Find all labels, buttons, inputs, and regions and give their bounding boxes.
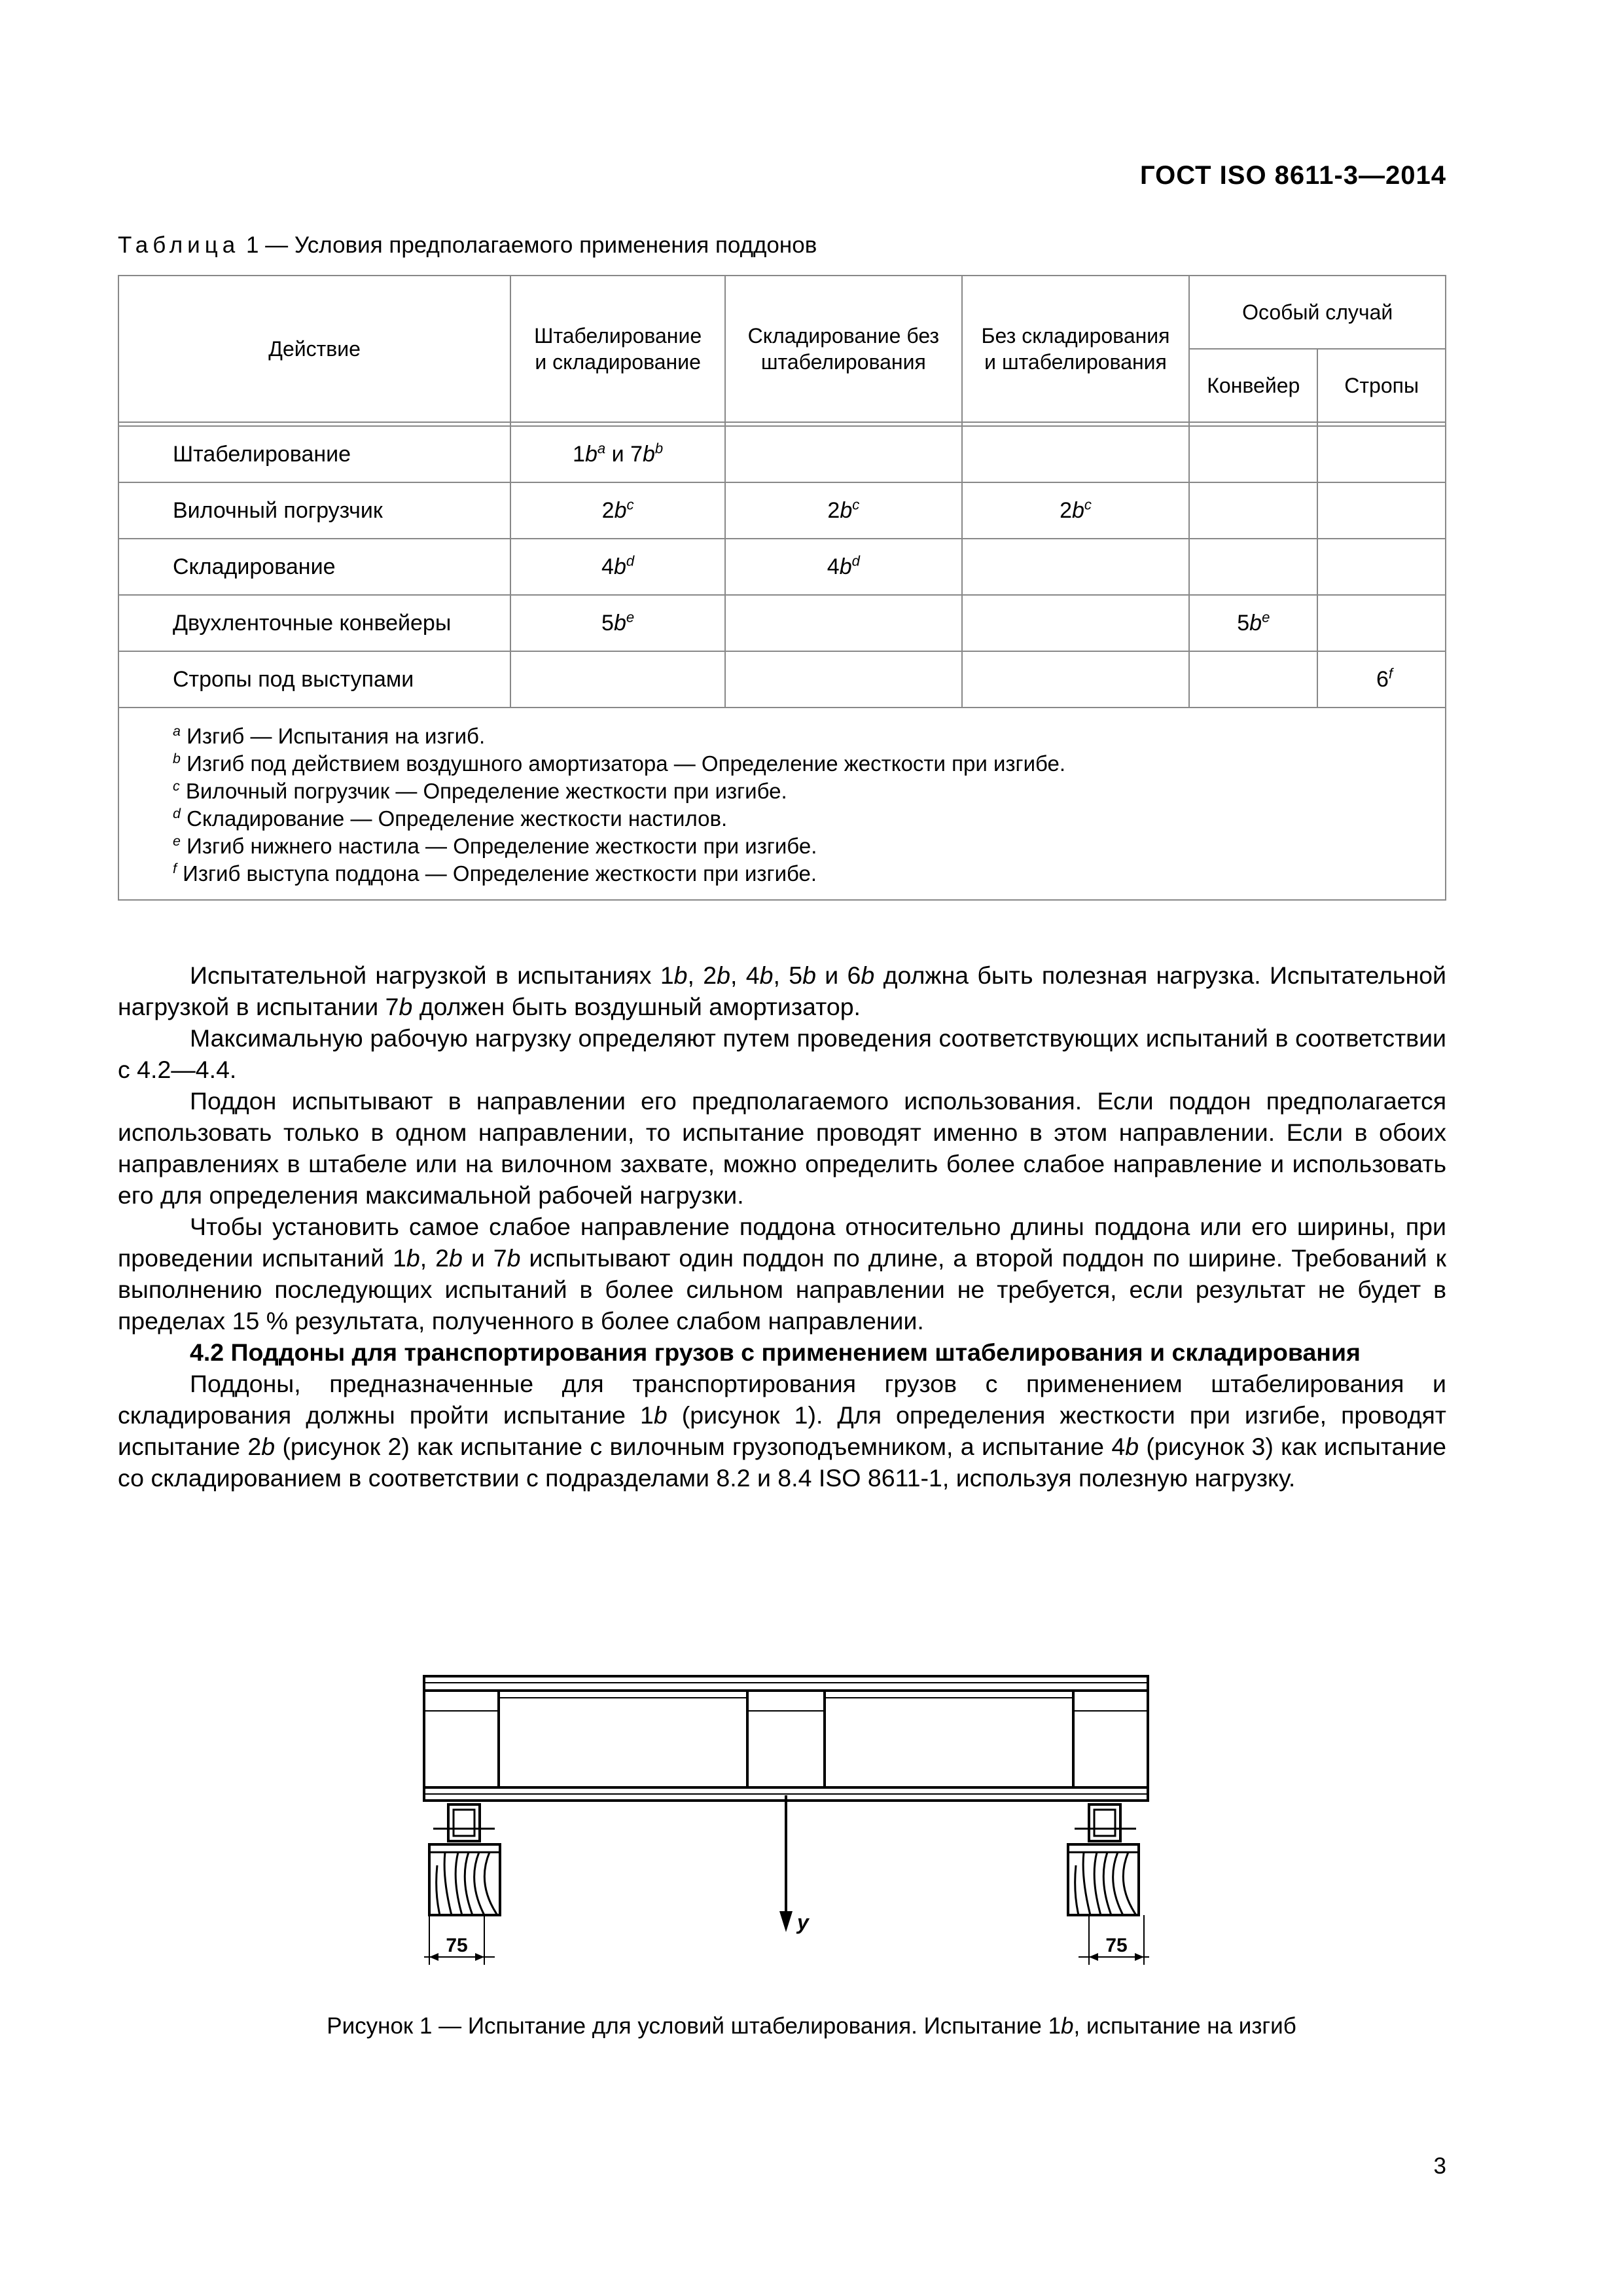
dimension-label-right: 75 (1105, 1935, 1128, 1956)
pallet-body (424, 1691, 1148, 1787)
header-no-storage: Без складирования и штабелирования (962, 276, 1190, 422)
right-support-block (1089, 1804, 1120, 1841)
table-cell: 6$^f$ (1317, 651, 1446, 708)
dimension-label-left: 75 (446, 1935, 468, 1956)
bottom-deck (424, 1787, 1148, 1801)
left-timber-support (429, 1844, 500, 1915)
table-row (118, 539, 1446, 595)
paragraph-max-load: Максимальную рабочую нагрузку определяют путем проведения соответствующих испытаний в соответствии с 4.2—4.4. (118, 1024, 1446, 1083)
row-label: Штабелирование (118, 426, 510, 482)
conditions-table (118, 275, 1446, 901)
body-text (118, 960, 1446, 1494)
table-row (118, 651, 1446, 708)
table-row (118, 595, 1446, 651)
table-cell: $2b^c$ (510, 482, 725, 539)
standard-header: ГОСТ ISO 8611-3—2014 (1139, 161, 1446, 190)
left-support-block (448, 1804, 480, 1841)
footnote: $^f$ Изгиб выступа поддона — Определение жесткости при изгибе. (173, 861, 817, 886)
figure-caption: Рисунок 1 — Испытание для условий штабелирования. Испытание 1b, испытание на изгиб (327, 2013, 1296, 2039)
header-slings: Стропы (1317, 349, 1446, 422)
row-label: Вилочный погрузчик (118, 482, 510, 539)
table-cell: $2b^c$ (725, 482, 962, 539)
arrow-label: y (797, 1910, 809, 1934)
header-conveyor: Конвейер (1189, 349, 1317, 422)
table-caption (118, 232, 817, 259)
table-cell: $4b^d$ (510, 539, 725, 595)
table-footnotes (118, 708, 1446, 900)
header-storage-no-stacking: Складирование без штабелирования (725, 276, 962, 422)
footnote: $^e$ Изгиб нижнего настила — Определение жесткости при изгибе. (173, 833, 817, 858)
table-cell: $5b^e$ (1189, 595, 1317, 651)
row-label: Двухленточные конвейеры (118, 595, 510, 651)
table-row (118, 426, 1446, 482)
footnote: $^d$ Складирование — Определение жесткости настилов. (173, 806, 728, 831)
table-cell: $4b^d$ (725, 539, 962, 595)
table-caption-text: — Условия предполагаемого применения поддонов (259, 232, 817, 258)
table-caption-prefix: Таблица (118, 232, 240, 258)
section-heading: 4.2 Поддоны для транспортирования грузов с применением штабелирования и складирования (190, 1338, 1361, 1366)
table-cell: $5b^e$ (510, 595, 725, 651)
table-cell: $1b^a$ и $7b^b$ (510, 426, 725, 482)
paragraph-test-load: Испытательной нагрузкой в испытаниях 1b, 2b, 4b, 5b и 6b должна быть полезная нагрузка. Испытательной нагрузкой в испытании 7b должен быть воздушный амортизатор. (118, 961, 1446, 1020)
footnote: $^c$ Вилочный погрузчик — Определение жесткости при изгибе. (173, 778, 787, 803)
right-timber-support (1068, 1844, 1139, 1915)
paragraph-weakest-direction: Чтобы установить самое слабое направление поддона относительно длины поддона или его ширины, при проведении испытаний 1b, 2b и 7b испытывают один поддон по длине, а второй поддон по ширине. Требований к выполнению последующих испытаний в более сильном направлении не требуется, если результат не будет в пределах 15 % результата, полученного в более слабом направлении. (118, 1213, 1446, 1335)
table-cell: $2b^c$ (962, 482, 1190, 539)
table-caption-number: 1 (245, 232, 259, 258)
top-deck (424, 1676, 1148, 1691)
header-action: Действие (118, 276, 510, 422)
header-special-case: Особый случай (1189, 276, 1446, 349)
paragraph-direction: Поддон испытывают в направлении его предполагаемого использования. Если поддон предполагается использовать только в одном направлении, то испытание проводят именно в этом направлении. Если в обоих направлениях в штабеле или на вилочном захвате, можно определить более слабое направление и использовать его для определения максимальной рабочей нагрузки. (118, 1087, 1446, 1209)
footnote: $^b$ Изгиб под действием воздушного амортизатора — Определение жесткости при изгибе. (173, 751, 1066, 776)
row-label: Стропы под выступами (118, 651, 510, 708)
header-stacking-storage: Штабелирование и складирование (510, 276, 725, 422)
page-number: 3 (1433, 2153, 1446, 2179)
footnote: $^a$ Изгиб — Испытания на изгиб. (173, 723, 486, 748)
row-label: Складирование (118, 539, 510, 595)
table-row (118, 482, 1446, 539)
paragraph-stacking-pallets: Поддоны, предназначенные для транспортирования грузов с применением штабелирования и складирования должны пройти испытание 1b (рисунок 1). Для определения жесткости при изгибе, проводят испытание 2b (рисунок 2) как испытание с вилочным грузоподъемником, а испытание 4b (рисунок 3) как испытание со складированием в соответствии с подразделами 8.2 и 8.4 ISO 8611-1, используя полезную нагрузку. (118, 1370, 1447, 1492)
